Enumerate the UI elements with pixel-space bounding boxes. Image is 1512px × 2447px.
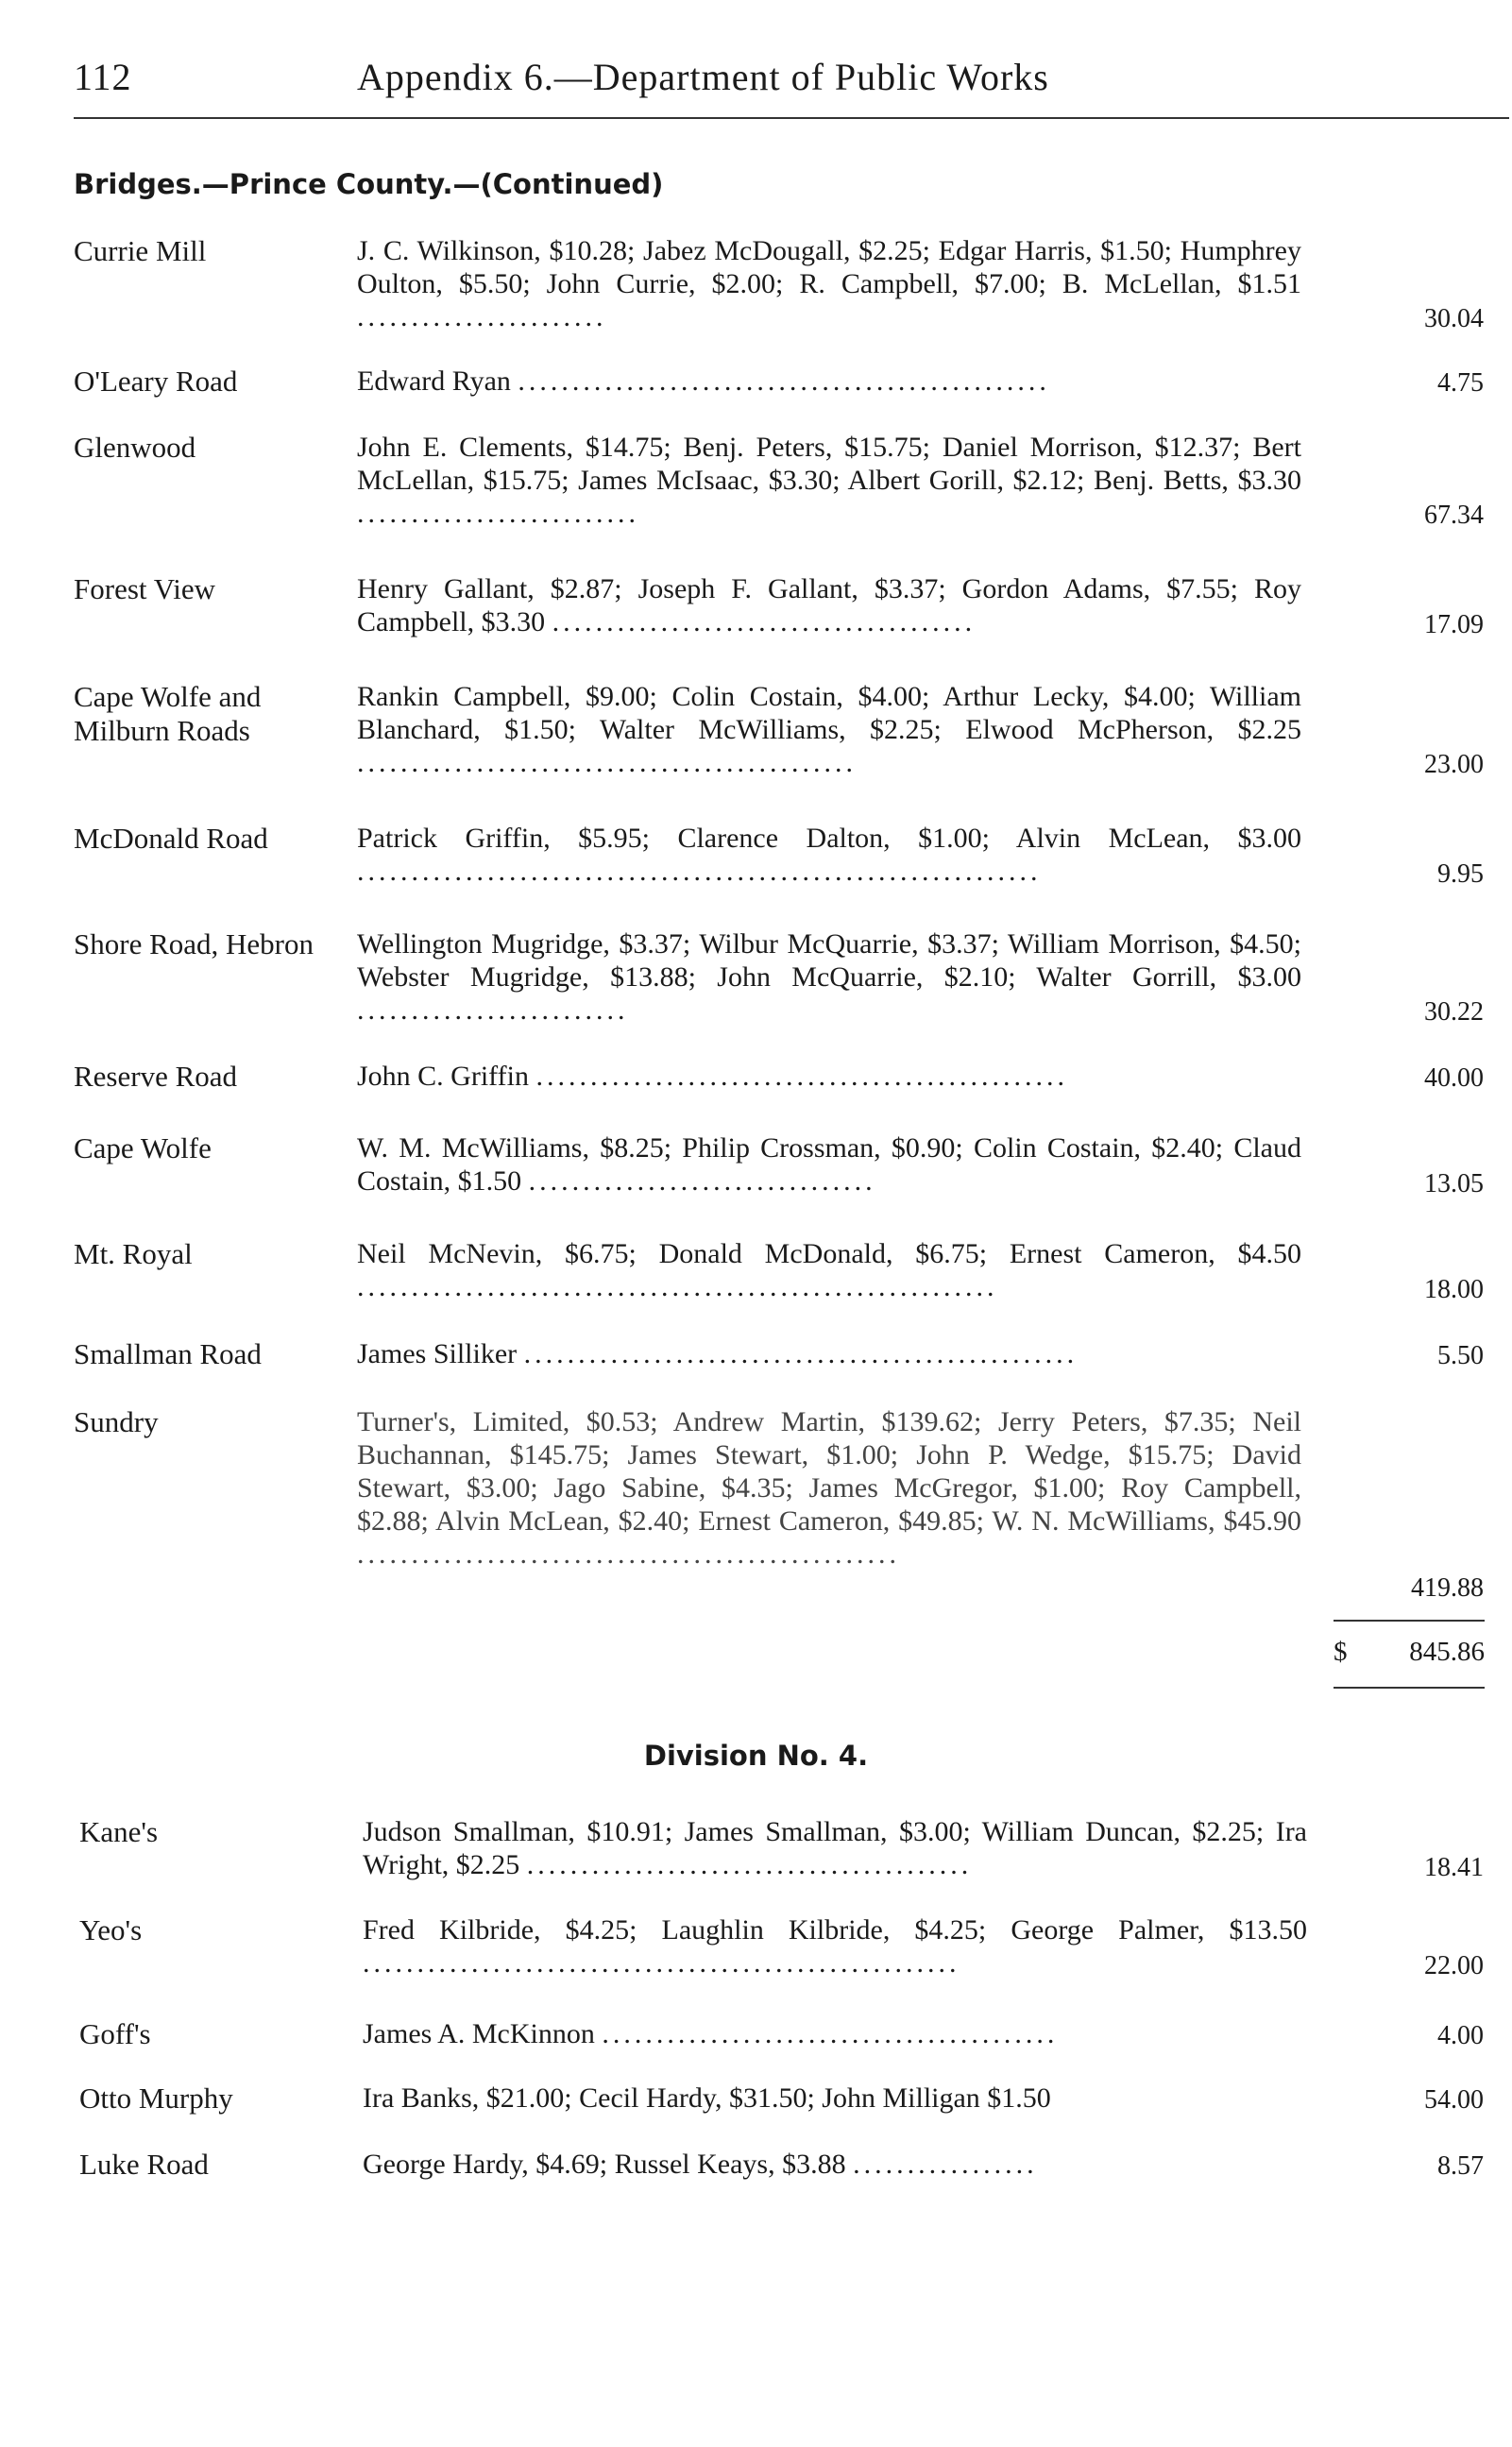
entry-details: Ira Banks, $21.00; Cecil Hardy, $31.50; John Milligan $1.50 — [363, 2082, 1051, 2114]
entry-location: Otto Murphy — [79, 2082, 233, 2115]
entry-details: J. C. Wilkinson, $10.28; Jabez McDougall, $2.25; Edgar Harris, $1.50; Humphrey Oulton, $5.50; John Currie, $2.00; R. Campbell, $7.00; B. McLellan, $1.51 ....................... — [357, 235, 1301, 332]
entry-amount: 30.04 — [1424, 304, 1484, 333]
entry-location: Currie Mill — [74, 234, 207, 267]
entry-details: Patrick Griffin, $5.95; Clarence Dalton, $1.00; Alvin McLean, $3.00 ............................................................... — [357, 823, 1301, 887]
entry-amount: 22.00 — [1424, 1951, 1484, 1980]
total-rule — [1334, 1687, 1485, 1689]
entry-details: Judson Smallman, $10.91; James Smallman, $3.00; William Duncan, $2.25; Ira Wright, $2.25 ......................................... — [363, 1816, 1307, 1880]
entry-amount: 54.00 — [1424, 2085, 1484, 2115]
entry-amount: 30.22 — [1424, 997, 1484, 1027]
entry-amount: 13.05 — [1424, 1169, 1484, 1198]
entry-location: Cape Wolfe — [74, 1131, 212, 1164]
entry-details: Henry Gallant, $2.87; Joseph F. Gallant, $3.37; Gordon Adams, $7.55; Roy Campbell, $3.30 ....................................... — [357, 573, 1301, 637]
entry-location: Reserve Road — [74, 1060, 238, 1093]
entry-location: Mt. Royal — [74, 1237, 193, 1270]
entry-amount: 419.88 — [1411, 1573, 1484, 1603]
entry-amount: 8.57 — [1437, 2151, 1484, 2181]
entry-details: George Hardy, $4.69; Russel Keays, $3.88 ................. — [363, 2149, 1038, 2180]
entry-amount: 4.00 — [1437, 2021, 1484, 2050]
entry-amount: 40.00 — [1424, 1063, 1484, 1093]
entry-details: Neil McNevin, $6.75; Donald McDonald, $6.75; Ernest Cameron, $4.50 ........................................................... — [357, 1238, 1301, 1302]
entry-amount: 67.34 — [1424, 501, 1484, 530]
page-number: 112 — [74, 56, 132, 98]
entry-amount: 9.95 — [1437, 859, 1484, 889]
entry-amount: 18.00 — [1424, 1275, 1484, 1304]
entry-details: Fred Kilbride, $4.25; Laughlin Kilbride, $4.25; George Palmer, $13.50 ....................................................... — [363, 1914, 1307, 1979]
entry-details: James Silliker ................................................... — [357, 1338, 1079, 1369]
entry-location: O'Leary Road — [74, 365, 238, 398]
entry-location: Sundry — [74, 1405, 159, 1438]
entry-details: John C. Griffin ................................................. — [357, 1061, 1068, 1092]
division-heading: Division No. 4. — [643, 1740, 869, 1772]
entry-location: Cape Wolfe and Milburn Roads — [74, 680, 262, 747]
page-title: Appendix 6.—Department of Public Works — [357, 56, 1049, 98]
entry-location: Glenwood — [74, 431, 196, 464]
entry-location: Luke Road — [79, 2148, 209, 2181]
entry-amount: 23.00 — [1424, 750, 1484, 779]
header-rule — [74, 117, 1509, 119]
entry-details: John E. Clements, $14.75; Benj. Peters, $15.75; Daniel Morrison, $12.37; Bert McLellan, $15.75; James McIsaac, $3.30; Albert Gorill, $2.12; Benj. Betts, $3.30 .......................... — [357, 432, 1301, 529]
entry-location: Kane's — [79, 1815, 159, 1848]
entry-details: Edward Ryan ................................................. — [357, 365, 1050, 397]
entry-amount: 5.50 — [1437, 1341, 1484, 1370]
total-value: 845.86 — [1409, 1637, 1485, 1667]
entry-location: Goff's — [79, 2017, 151, 2050]
entry-amount: 18.41 — [1424, 1853, 1484, 1882]
entry-details: W. M. McWilliams, $8.25; Philip Crossman, $0.90; Colin Costain, $2.40; Claud Costain, $1.50 ................................ — [357, 1132, 1301, 1197]
entry-location: Yeo's — [79, 1913, 143, 1946]
entry-location: McDonald Road — [74, 822, 268, 855]
entry-location: Smallman Road — [74, 1337, 262, 1370]
entry-location: Forest View — [74, 572, 215, 605]
entry-amount: 17.09 — [1424, 610, 1484, 639]
total-rule — [1334, 1620, 1485, 1622]
section-heading: Bridges.—Prince County.—(Continued) — [74, 168, 664, 200]
entry-location: Shore Road, Hebron — [74, 927, 314, 960]
entry-amount: 4.75 — [1437, 368, 1484, 398]
entry-details: James A. McKinnon .......................................... — [363, 2018, 1059, 2049]
entry-details: Wellington Mugridge, $3.37; Wilbur McQuarrie, $3.37; William Morrison, $4.50; Webster Mugridge, $13.88; John McQuarrie, $2.10; Walter Gorrill, $3.00 ......................... — [357, 928, 1301, 1026]
entry-details: Turner's, Limited, $0.53; Andrew Martin, $139.62; Jerry Peters, $7.35; Neil Buchannan, $145.75; James Stewart, $1.00; John P. Wedge, $15.75; David Stewart, $3.00; Jago Sabine, $4.35; James McGregor, $1.00; Roy Campbell, $2.88; Alvin McLean, $2.40; Ernest Cameron, $49.85; W. N. McWilliams, $45.90 .................................................. — [357, 1406, 1301, 1570]
total-currency: $ — [1334, 1637, 1348, 1667]
entry-details: Rankin Campbell, $9.00; Colin Costain, $4.00; Arthur Lecky, $4.00; William Blanchard, $1.50; Walter McWilliams, $2.25; Elwood McPherson, $2.25 .............................................. — [357, 681, 1301, 778]
